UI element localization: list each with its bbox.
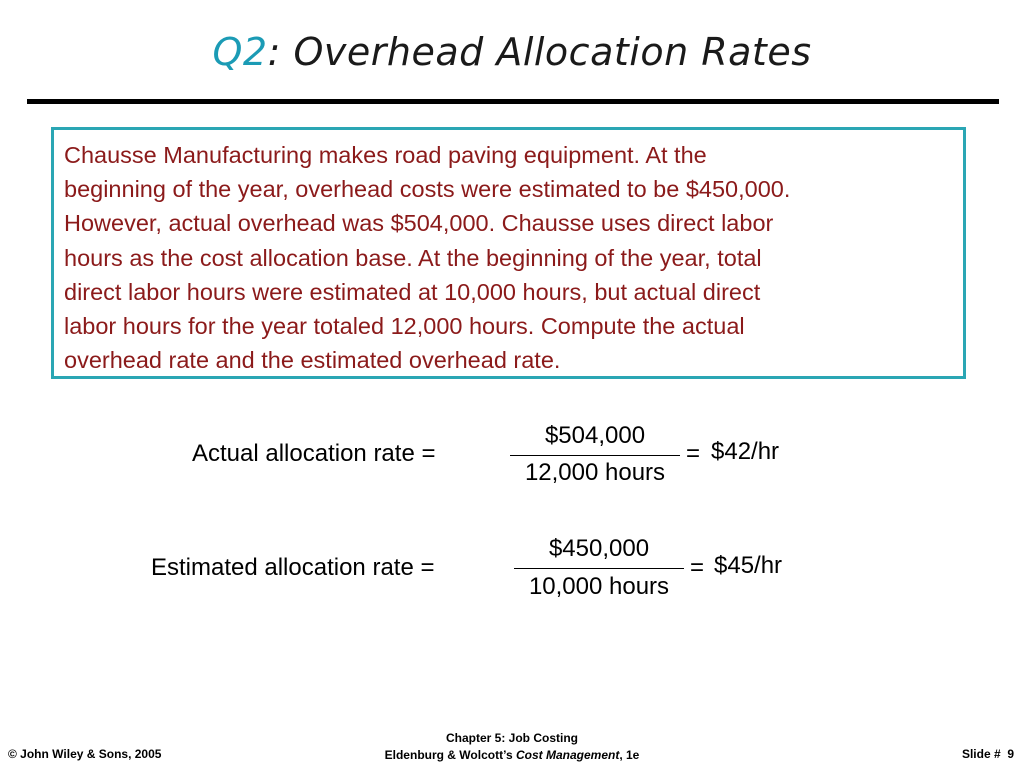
title-divider	[27, 99, 999, 104]
actual-numerator: $504,000	[544, 422, 646, 449]
actual-fraction-bar	[510, 455, 680, 456]
title-text: : Overhead Allocation Rates	[267, 30, 812, 74]
title-question-number: Q2	[212, 30, 268, 74]
footer-book-authors: Eldenburg & Wolcott’s	[384, 748, 516, 762]
actual-denominator: 12,000 hours	[524, 459, 666, 486]
actual-rate-label: Actual allocation rate =	[192, 440, 436, 467]
footer-slide-label: Slide #	[961, 747, 1001, 761]
estimated-equals-sign: =	[690, 554, 705, 581]
actual-equals-sign: =	[686, 440, 701, 467]
estimated-rate-label: Estimated allocation rate =	[151, 554, 435, 581]
estimated-denominator: 10,000 hours	[528, 573, 670, 600]
problem-statement: Chausse Manufacturing makes road paving equipment. At the beginning of the year, overhead costs were estimated to be $450,000. However, actual overhead was $504,000. Chausse uses direct labor hours as the cost allocation base. At the beginning of the year, total direct labor hours were estimated at 10,000 hours, but actual direct labor hours for the year totaled 12,000 hours. Compute the actual overhead rate and the estimated overhead rate.	[64, 142, 791, 374]
slide-title	[0, 30, 1024, 74]
estimated-numerator: $450,000	[548, 535, 650, 562]
footer-course-info	[312, 730, 712, 764]
footer-slide-number	[962, 747, 1014, 761]
estimated-fraction-bar	[514, 568, 684, 569]
estimated-rate-result: $45/hr	[714, 552, 783, 579]
footer-copyright: © John Wiley & Sons, 2005	[8, 747, 162, 761]
footer-book-edition: , 1e	[619, 748, 640, 762]
footer-slide-value: 9	[1007, 747, 1014, 761]
footer-book	[312, 747, 712, 764]
actual-rate-result: $42/hr	[711, 438, 780, 465]
footer-chapter: Chapter 5: Job Costing	[445, 731, 578, 745]
problem-box	[51, 127, 966, 379]
footer-book-title: Cost Management	[515, 748, 620, 762]
